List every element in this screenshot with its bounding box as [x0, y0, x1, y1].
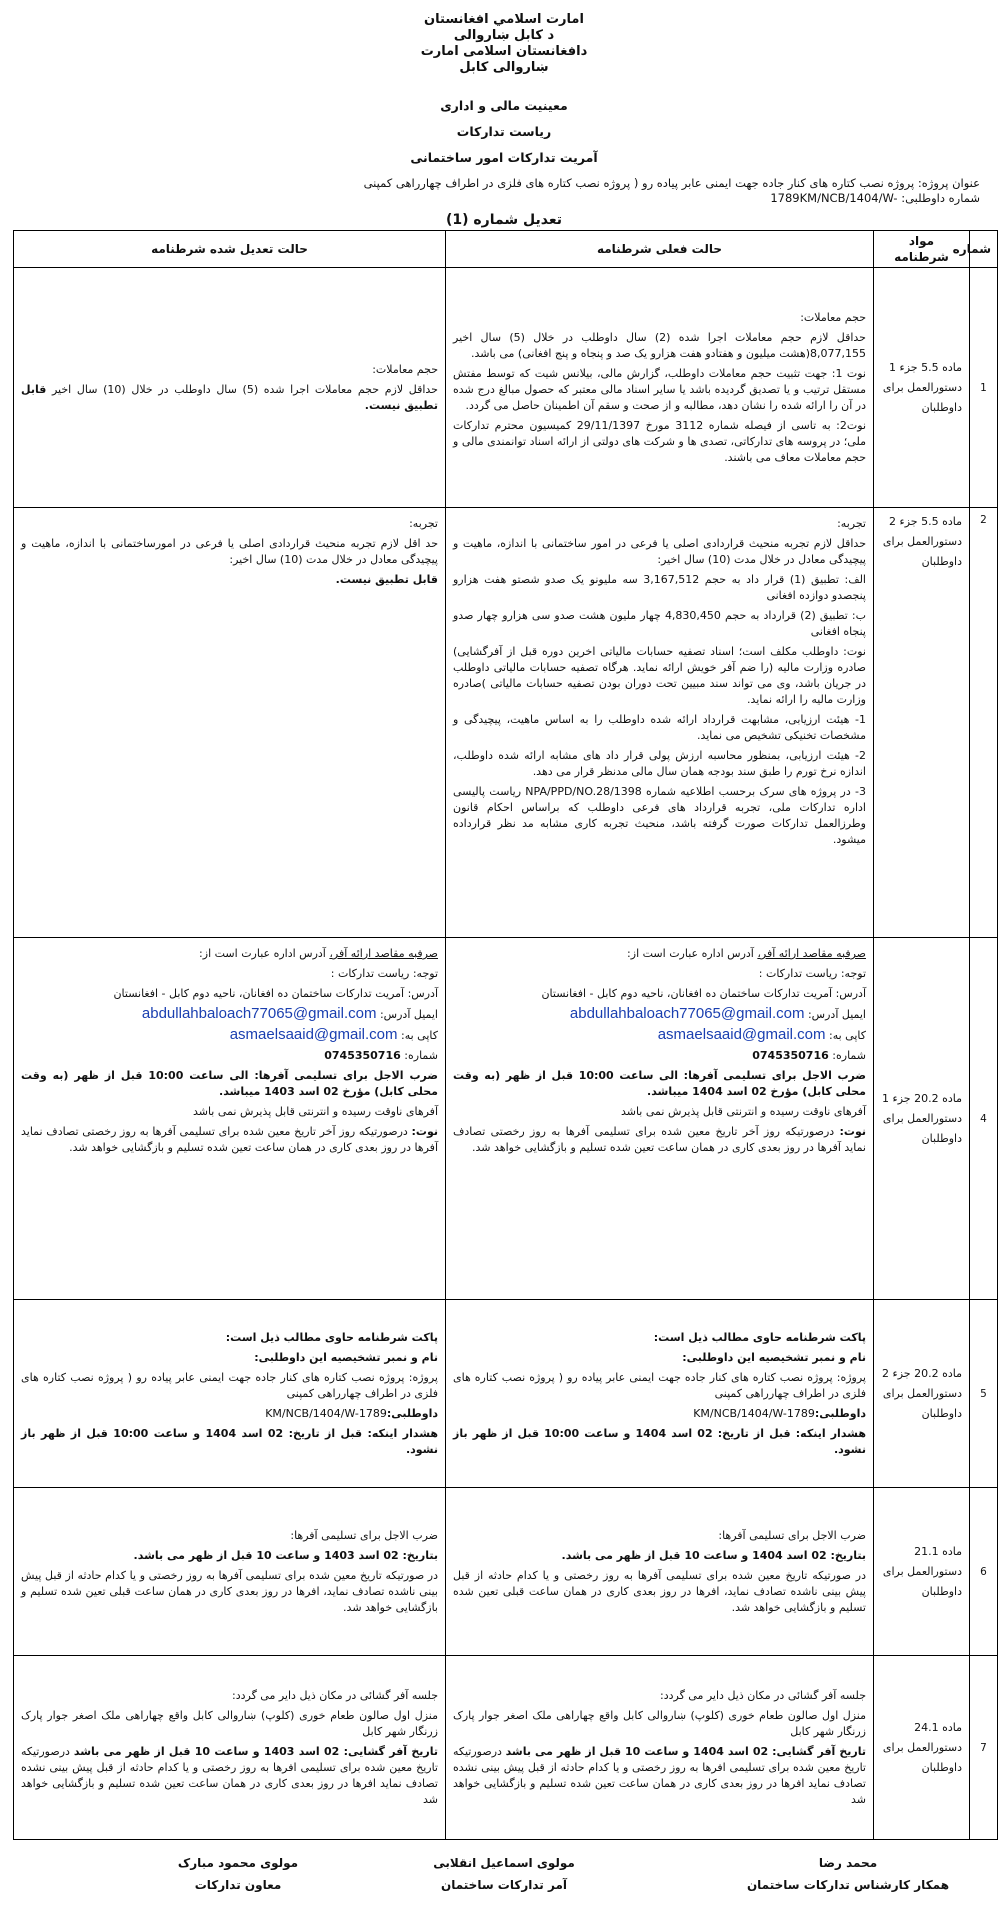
paragraph: آدرس: آمریت تدارکات ساختمان ده افغانان، ناحیه دوم کابل - افغانستان: [113, 987, 438, 1000]
email-link[interactable]: abdullahbaloach77065@gmail.com: [569, 1005, 805, 1022]
paragraph: [21, 1744, 438, 1808]
paragraph: [453, 1048, 866, 1064]
email-label: ایمیل آدرس:: [379, 1008, 438, 1021]
note-label: نوت:: [411, 1125, 438, 1138]
paragraph: [453, 1744, 866, 1808]
paragraph: آفرهای ناوقت رسیده و انترنتی قابل پذیرش نمی باشد: [620, 1105, 866, 1118]
table-row: [14, 1656, 998, 1840]
paragraph: [21, 946, 438, 962]
header-current: حالت فعلی شرطنامه: [446, 231, 874, 268]
header-amended: حالت تعدیل شده شرطنامه: [14, 231, 446, 268]
paragraph: ضرب الاجل برای تسلیمی آفرها:: [718, 1528, 866, 1542]
paragraph: حداقل لازم حجم معاملات اجرا شده (2) سال داوطلب در خلال (5) سال اخیر 8,077,155(هشت میلیون و هفتادو هفت هزارو یک صد و پنجاه و پنج افغانی) می باشد.: [453, 330, 866, 360]
paragraph: منزل اول صالون طعام خوری (کلوپ) ښاروالی کابل واقع چهاراهی ملک اصغر جوار پارک زرنگار شهر کابل: [453, 1708, 866, 1738]
paragraph: هشدار اینکه: قبل از تاریخ: 02 اسد 1404 و ساعت 10:00 قبل از ظهر باز نشود.: [453, 1426, 867, 1456]
signature-block: [0, 1852, 1008, 1902]
header-line-7: آمریت تدارکات امور ساختمانی: [410, 150, 598, 165]
paragraph: جلسه آفر گشائی در مکان ذیل دایر می گردد:: [232, 1688, 438, 1702]
row-number: 2: [970, 508, 998, 938]
amendment-table: [13, 230, 998, 1840]
current-text: [446, 1656, 874, 1840]
paragraph: تجربه:: [409, 517, 438, 530]
header-line-3: دافغانستان اسلامی امارت: [420, 44, 588, 59]
row-number: 1: [970, 268, 998, 508]
amendment-title: تعدیل شماره (1): [445, 212, 563, 228]
paragraph: [453, 1406, 866, 1422]
paragraph: حجم معاملات:: [372, 362, 438, 376]
row-article: ماده 20.2 جزء 1 دستورالعمل برای داوطلبان: [874, 938, 970, 1300]
paragraph: [21, 1406, 438, 1422]
paragraph: بتاریخ: 02 اسد 1403 و ساعت 10 قبل از ظهر می باشد.: [133, 1548, 438, 1562]
paragraph: نام و نمبر تشخیصیه این داوطلبی:: [682, 1350, 866, 1364]
row-number: 6: [970, 1488, 998, 1656]
paragraph-text: حداقل لازم حجم معاملات اجرا شده (5) سال داوطلب در خلال (10) سال اخیر: [51, 382, 438, 396]
amended-text: [14, 508, 446, 938]
project-reference: [20, 191, 980, 206]
paragraph: نوت 1: جهت تثبیت حجم معاملات داوطلب، گزارش مالی، بیلانس شیت که توسط مفتش مستقل ترتیب و یا تصدیق گردیده باشد یا سایر اسناد مالی معتبر که حصول مبالغ درج شده در آن را ارائه شده را نشان دهد، مطالبه و از صحت و سقم آن اطمینان حاصل می گردد.: [453, 366, 866, 412]
project-info: [20, 176, 980, 206]
row-article: ماده 20.2 جزء 2 دستورالعمل برای داوطلبان: [874, 1300, 970, 1488]
paragraph: [21, 1006, 438, 1023]
paragraph: حد اقل لازم تجربه منحیث قراردادی اصلی یا فرعی در امورساختمانی با اندازه، ماهیت و پیچیدگی معادل در خلال مدت (10) سال اخیر:: [21, 537, 438, 566]
current-text: [446, 268, 874, 508]
paragraph: منزل اول صالون طعام خوری (کلوپ) ښاروالی کابل واقع چهاراهی ملک اصغر جوار پارک زرنگار شهر کابل: [21, 1708, 438, 1738]
table-row: [14, 508, 998, 938]
header-number: شماره: [970, 231, 998, 268]
paragraph: هشدار اینکه: قبل از تاریخ: 02 اسد 1404 و ساعت 10:00 قبل از ظهر باز نشود.: [21, 1426, 439, 1456]
signer-name: محمد رضا: [818, 1856, 878, 1870]
paragraph: پاکت شرطنامه حاوی مطالب ذیل است:: [653, 1330, 866, 1344]
header-line-5: معینیت مالی و اداری: [440, 98, 568, 113]
underlined-text: صرفبه مقاصد ارائه آفر،: [757, 947, 866, 960]
paragraph: ضرب الاجل برای تسلیمی آفرها: الی ساعت 10:00 قبل از ظهر (به وقت محلی کابل) مؤرخ 02 اسد 1404 میباشد.: [453, 1069, 866, 1098]
paragraph-text: درصورتیکه تاریخ معین شده برای تسلیمی افرها به روز رخصتی و یا کدام حادثه از قبل پیش بینی نشده تصادف نماید افرها در روز بعدی کاری در همان ساعت تعین شده تسلیم و بازگشایی خواهد شد: [453, 1744, 866, 1806]
header-line-6: ریاست تدارکات: [456, 124, 552, 139]
paragraph: [21, 1124, 438, 1156]
signer-name: مولوی محمود مبارک: [177, 1856, 299, 1870]
phone-number: 0745350716: [752, 1049, 829, 1062]
paragraph: [21, 382, 438, 414]
paragraph: بتاریخ: 02 اسد 1404 و ساعت 10 قبل از ظهر می باشد.: [561, 1548, 866, 1562]
paragraph: [453, 1006, 866, 1023]
email-link[interactable]: asmaelsaaid@gmail.com: [229, 1026, 398, 1043]
amended-text: [14, 268, 446, 508]
paragraph: ضرب الاجل برای تسلیمی آفرها: الی ساعت 10:00 قبل از ظهر (به وقت محلی کابل) مؤرخ 02 اسد 1403 میباشد.: [21, 1069, 438, 1098]
phone-number: 0745350716: [324, 1049, 401, 1062]
paragraph-text: درصورتیکه تاریخ معین شده برای تسلیمی افرها به روز رخصتی و یا کدام حادثه از قبل پیش بینی نشده تصادف نماید افرها در روز بعدی کاری در همان ساعت تعین شده تسلیم و بازگشایی خواهد شد: [21, 1744, 438, 1806]
header-article: مواد شرطنامه: [874, 231, 970, 268]
table-row: [14, 268, 998, 508]
row-article: ماده 24.1 دستورالعمل برای داوطلبان: [874, 1656, 970, 1840]
paragraph: جلسه آفر گشائی در مکان ذیل دایر می گردد:: [660, 1688, 866, 1702]
bid-number: KM/NCB/1404/W-1789: [265, 1406, 387, 1420]
header-line-2: د کابل ښاروالی: [453, 28, 555, 43]
row-number: 5: [970, 1300, 998, 1488]
paragraph: پاکت شرطنامه حاوی مطالب ذیل است:: [225, 1330, 438, 1344]
opening-date: تاریخ آفر گشایی: 02 اسد 1403 و ساعت 10 قبل از ظهر می باشد: [73, 1744, 438, 1758]
signer-title: همکار کارشناس تدارکات ساختمان: [746, 1878, 950, 1892]
paragraph: 2- هیئت ارزیابی، بمنظور محاسبه ارزش پولی قرار داد های مشابه ارائه شده داوطلب، اندازه نرخ تورم را طبق سند بودجه همان سال مالی مدنظر قرار می دهد.: [453, 749, 866, 778]
amended-text: [14, 938, 446, 1300]
row-article: ماده 5.5 جزء 2 دستورالعمل برای داوطلبان: [874, 508, 970, 938]
paragraph: حداقل لازم تجربه منحیث قراردادی اصلی یا فرعی در امور ساختمانی با اندازه، ماهیت و پیچیدگی معادل در خلال مدت (10) سال اخیر:: [453, 537, 866, 566]
email-label: ایمیل آدرس:: [807, 1008, 866, 1021]
paragraph: در صورتیکه تاریخ معین شده برای تسلیمی آفرها به روز رخصتی و یا کدام حادثه از قبل پیش بینی ناشده تصادف نماید، افرها در روز بعدی کاری در همان ساعت قبلی تعین شده تسلیم و بازگشایی خواهد شد.: [453, 1568, 866, 1614]
bid-label: داوطلبی:: [814, 1406, 866, 1420]
paragraph: [21, 1048, 438, 1064]
project-title: عنوان پروژه: پروژه نصب کتاره های کنار جاده جهت ایمنی عابر پیاده رو ( پروژه نصب کتاره های فلزی در اطراف چهارراهی کمپنی: [363, 176, 980, 190]
paragraph: [453, 1027, 866, 1044]
header-line-4: ښاروالی کابل: [459, 60, 549, 75]
document-header: [0, 12, 1008, 166]
current-text: [446, 1300, 874, 1488]
paragraph: پروژه: پروژه نصب کتاره های کنار جاده جهت ایمنی عابر پیاده رو ( پروژه نصب کتاره های فلزی در اطراف چهارراهی کمپنی: [21, 1370, 438, 1400]
current-text: [446, 1488, 874, 1656]
paragraph: نوت: داوطلب مکلف است؛ اسناد تصفیه حسابات مالیاتی اخرین دوره قبل از آفرگشایی) صادره وزارت مالیه (را ضم آفر خویش ارائه نماید. هرگاه تصفیه حسابات مالیاتی داوطلب در جریان باشد، وی می تواند سند مبیین تحت دوران بودن تصفیه حسابات مالیاتی )صادره وزارت مالیه را ارائه نماید.: [453, 645, 866, 706]
paragraph-text: آدرس اداره عبارت است از:: [199, 947, 330, 960]
table-header-row: [14, 231, 998, 268]
paragraph: ب: تطبیق (2) قرارداد به حجم 4,830,450 چهار ملیون هشت صدو سی هزارو چهار صدو پنجاه افغانی: [453, 609, 866, 638]
paragraph: نام و نمبر تشخیصیه این داوطلبی:: [254, 1350, 438, 1364]
row-article: ماده 5.5 جزء 1 دستورالعمل برای داوطلبان: [874, 268, 970, 508]
table-row: [14, 1300, 998, 1488]
not-applicable-note: قابل تطبیق نیست.: [21, 382, 438, 412]
paragraph: حجم معاملات:: [800, 310, 866, 324]
paragraph: 1- هیئت ارزیابی، مشابهت قرارداد ارائه شده داوطلب را به اساس ماهیت، پیچیدگی و مشخصات تخنیکی تشخیص می نماید.: [453, 713, 866, 742]
paragraph-text: درصورتیکه روز آخر تاریخ معین شده برای تسلیمی آفرها به روز رخصتی تصادف نماید آفرها در روز بعدی کاری در همان ساعت تعین شده تسلیم و بازگشایی خواهد شد.: [21, 1125, 438, 1154]
paragraph: تجربه:: [837, 517, 866, 530]
signer-title: آمر تدارکات ساختمان: [440, 1878, 567, 1892]
header-line-1: امارت اسلامي افغانستان: [424, 12, 584, 27]
signature-1: [718, 1852, 978, 1896]
paragraph: توجه: ریاست تدارکات :: [330, 967, 438, 980]
bid-number: KM/NCB/1404/W-1789: [693, 1406, 815, 1420]
amended-text: [14, 1488, 446, 1656]
email-link[interactable]: asmaelsaaid@gmail.com: [657, 1026, 826, 1043]
paragraph-text: آدرس اداره عبارت است از:: [627, 947, 758, 960]
signer-name: مولوی اسماعیل انقلابی: [433, 1856, 575, 1870]
row-number: 4: [970, 938, 998, 1300]
paragraph: آفرهای ناوقت رسیده و انترنتی قابل پذیرش نمی باشد: [192, 1105, 438, 1118]
reference-label: شماره داوطلبی:: [901, 191, 980, 205]
paragraph: [21, 1027, 438, 1044]
phone-label: شماره:: [404, 1049, 438, 1062]
bid-label: داوطلبی:: [386, 1406, 438, 1420]
signer-title: معاون تدارکات: [194, 1878, 282, 1892]
opening-date: تاریخ آفر گشایی: 02 اسد 1404 و ساعت 10 قبل از ظهر می باشد: [505, 1744, 866, 1758]
amended-text: [14, 1656, 446, 1840]
row-number: 7: [970, 1656, 998, 1840]
underlined-text: صرفبه مقاصد ارائه آفر،: [329, 947, 438, 960]
paragraph: در صورتیکه تاریخ معین شده برای تسلیمی آفرها به روز رخصتی و یا کدام حادثه از قبل پیش بینی ناشده تصادف نماید، افرها در روز بعدی کاری در همان ساعت قبلی تعین شده تسلیم و بازگشایی خواهد شد.: [21, 1568, 438, 1614]
reference-value: 1789KM/NCB/1404/W-: [770, 191, 898, 205]
note-label: نوت:: [839, 1125, 866, 1138]
paragraph: الف: تطبیق (1) قرار داد به حجم 3,167,512 سه ملیونو یک صدو شصتو هفت هزارو پنجصدو دوازده افغانی: [453, 573, 866, 602]
table-row: [14, 1488, 998, 1656]
signature-3: [108, 1852, 368, 1896]
paragraph: [453, 1124, 866, 1156]
row-article: ماده 21.1 دستورالعمل برای داوطلبان: [874, 1488, 970, 1656]
current-text: [446, 938, 874, 1300]
current-text: [446, 508, 874, 938]
copy-label: کاپی به:: [829, 1029, 866, 1042]
paragraph: 3- در پروژه های سرک برحسب اطلاعیه شماره NPA/PPD/NO.28/1398 ریاست پالیسی اداره تدارکات ملی، تجربه قرارداد های فرعی داوطلب که براساس احکام قانون وطرزالعمل تدارکات صورت گرفته باشد، منحیث تجربه کاری مشابه مد نظر قرارداده میشود.: [453, 785, 866, 846]
email-link[interactable]: abdullahbaloach77065@gmail.com: [141, 1005, 377, 1022]
paragraph: پروژه: پروژه نصب کتاره های کنار جاده جهت ایمنی عابر پیاده رو ( پروژه نصب کتاره های فلزی در اطراف چهارراهی کمپنی: [453, 1370, 866, 1400]
phone-label: شماره:: [832, 1049, 866, 1062]
paragraph: [453, 946, 866, 962]
table-row: [14, 938, 998, 1300]
paragraph: ضرب الاجل برای تسلیمی آفرها:: [290, 1528, 438, 1542]
paragraph-text: درصورتیکه روز آخر تاریخ معین شده برای تسلیمی آفرها به روز رخصتی تصادف نماید آفرها در روز بعدی کاری در همان ساعت تعین شده تسلیم و بازگشایی خواهد شد.: [453, 1125, 866, 1154]
paragraph: توجه: ریاست تدارکات :: [758, 967, 866, 980]
not-applicable-note: قابل تطبیق نیست.: [335, 573, 438, 586]
copy-label: کاپی به:: [401, 1029, 438, 1042]
paragraph: نوت2: به تاسی از فیصله شماره 3112 مورخ 29/11/1397 کمیسیون محترم تدارکات ملی؛ در پروسه های تدارکاتی، تصدی ها و شرکت های دولتی از ارائه اسناد توانمندی مالی و حجم معاملات معاف می باشند.: [453, 418, 867, 464]
signature-2: [374, 1852, 634, 1896]
amended-text: [14, 1300, 446, 1488]
paragraph: آدرس: آمریت تدارکات ساختمان ده افغانان، ناحیه دوم کابل - افغانستان: [541, 987, 866, 1000]
